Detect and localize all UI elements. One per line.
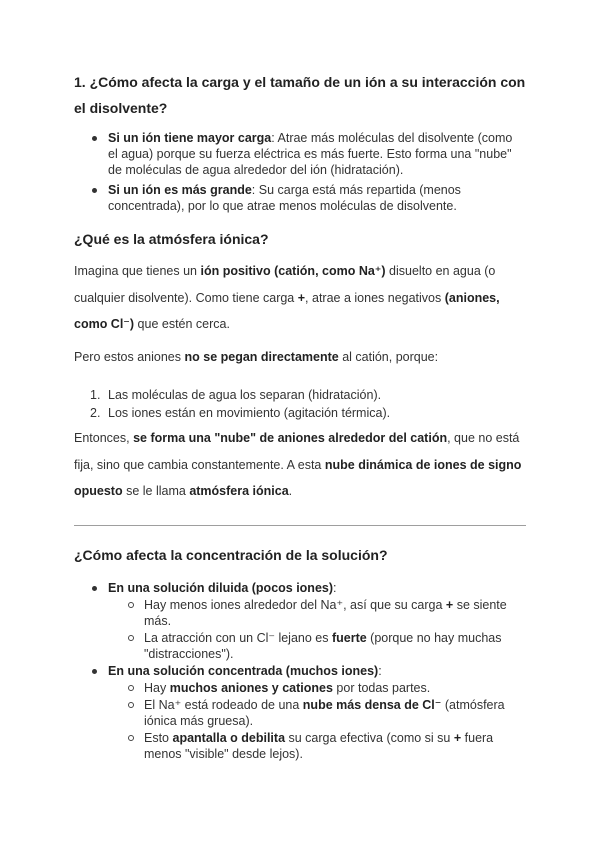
sub-list-item [144,630,526,662]
text: Hay [144,681,170,695]
bold-text: nube más densa de Cl⁻ [302,698,442,712]
bullet-bold: Si un ión es más grande [108,183,252,197]
text: Hay menos iones alrededor del Na⁺, así que su carga [144,598,446,612]
text: se siente más. [144,598,507,628]
text: (porque no hay muchas "distracciones"). [144,631,502,661]
circle-bullet-icon [128,702,134,708]
text: , atrae a iones negativos [305,290,445,305]
sub-list [108,597,526,662]
text: su carga efectiva (como si su [285,731,454,745]
circle-bullet-icon [128,635,134,641]
bullet-text: : Atrae más moléculas del disolvente (como el agua) porque su fuerza eléctrica es más fuerte. Esto forma una "nube" de moléculas de agua alrededor del ión (hidratación). [108,131,513,177]
text: al catión, porque: [338,350,439,364]
text: El Na⁺ está rodeado de una [144,698,303,712]
section2-paragraph-1 [74,258,526,338]
bullet-dot-icon [92,586,97,591]
list-text: Los iones están en movimiento (agitación térmica). [108,406,391,420]
bullet-dot-icon [92,136,97,141]
text: . [288,484,293,498]
text: (atmósfera iónica más gruesa). [144,698,505,728]
bold-text: muchos aniones y cationes [169,681,333,695]
text: se le llama [122,484,190,498]
text: , que no está fija, sino que cambia constantemente. A esta [74,431,520,472]
text: Pero estos aniones [74,350,185,364]
bold-text: + [453,731,462,745]
section2-numbered-list [90,387,526,421]
section1-bullet-list [108,130,522,214]
bold-text: no se pegan directamente [184,350,339,364]
sub-list-item [144,597,526,629]
section3-bullet-list [108,580,526,762]
sub-list-item [144,697,526,729]
text: : [378,664,382,678]
bold-text: En una solución diluida (pocos iones) [108,581,334,595]
bullet-text: : Su carga está más repartida (menos concentrada), por lo que atrae menos moléculas de disolvente. [108,183,461,213]
bold-text: atmósfera iónica [189,484,289,498]
text: : [333,581,337,595]
horizontal-divider [74,525,526,526]
bold-text: se forma una "nube" de aniones alrededor del catión [133,431,448,445]
text: Entonces, [74,431,134,445]
circle-bullet-icon [128,685,134,691]
text: La atracción con un Cl⁻ lejano es [144,631,332,645]
list-number: 2. [90,406,101,420]
text: disuelto en agua (o cualquier disolvente). Como tiene carga [74,264,496,305]
section2-heading: ¿Qué es la atmósfera iónica? [74,231,269,247]
bold-text: + [445,598,454,612]
bold-text: En una solución concentrada (muchos iones) [108,664,379,678]
list-number: 1. [90,388,101,402]
bullet-dot-icon [92,669,97,674]
sub-list-item [144,730,526,762]
section2-paragraph-2 [74,344,526,370]
text: Esto [144,731,173,745]
sub-list [108,680,526,762]
bold-text: ión positivo (catión, como Na⁺) [200,264,386,278]
text: fuera menos "visible" desde lejos). [144,731,494,761]
text: Imagina que tienes un [74,264,201,278]
list-item-diluted [108,580,526,662]
section1-heading: 1. ¿Cómo afecta la carga y el tamaño de un ión a su interacción con el disolvente? [74,74,526,116]
section3-heading: ¿Cómo afecta la concentración de la solución? [74,547,388,563]
list-item-concentrated [108,663,526,762]
bullet-dot-icon [92,188,97,193]
list-text: Las moléculas de agua los separan (hidratación). [108,388,382,402]
list-item [108,182,522,214]
bullet-bold: Si un ión tiene mayor carga [108,131,272,145]
list-item [90,387,526,403]
list-item [108,130,522,178]
list-item [90,405,526,421]
text: que estén cerca. [134,317,230,331]
circle-bullet-icon [128,602,134,608]
text: por todas partes. [332,681,431,695]
section2-paragraph-3 [74,425,526,505]
bold-text: fuerte [331,631,367,645]
bold-text: nube dinámica de iones de signo opuesto [74,457,522,498]
circle-bullet-icon [128,735,134,741]
bold-text: + [297,290,306,305]
sub-list-item [144,680,526,696]
bold-text: (aniones, como Cl⁻) [74,290,500,331]
bold-text: apantalla o debilita [172,731,286,745]
